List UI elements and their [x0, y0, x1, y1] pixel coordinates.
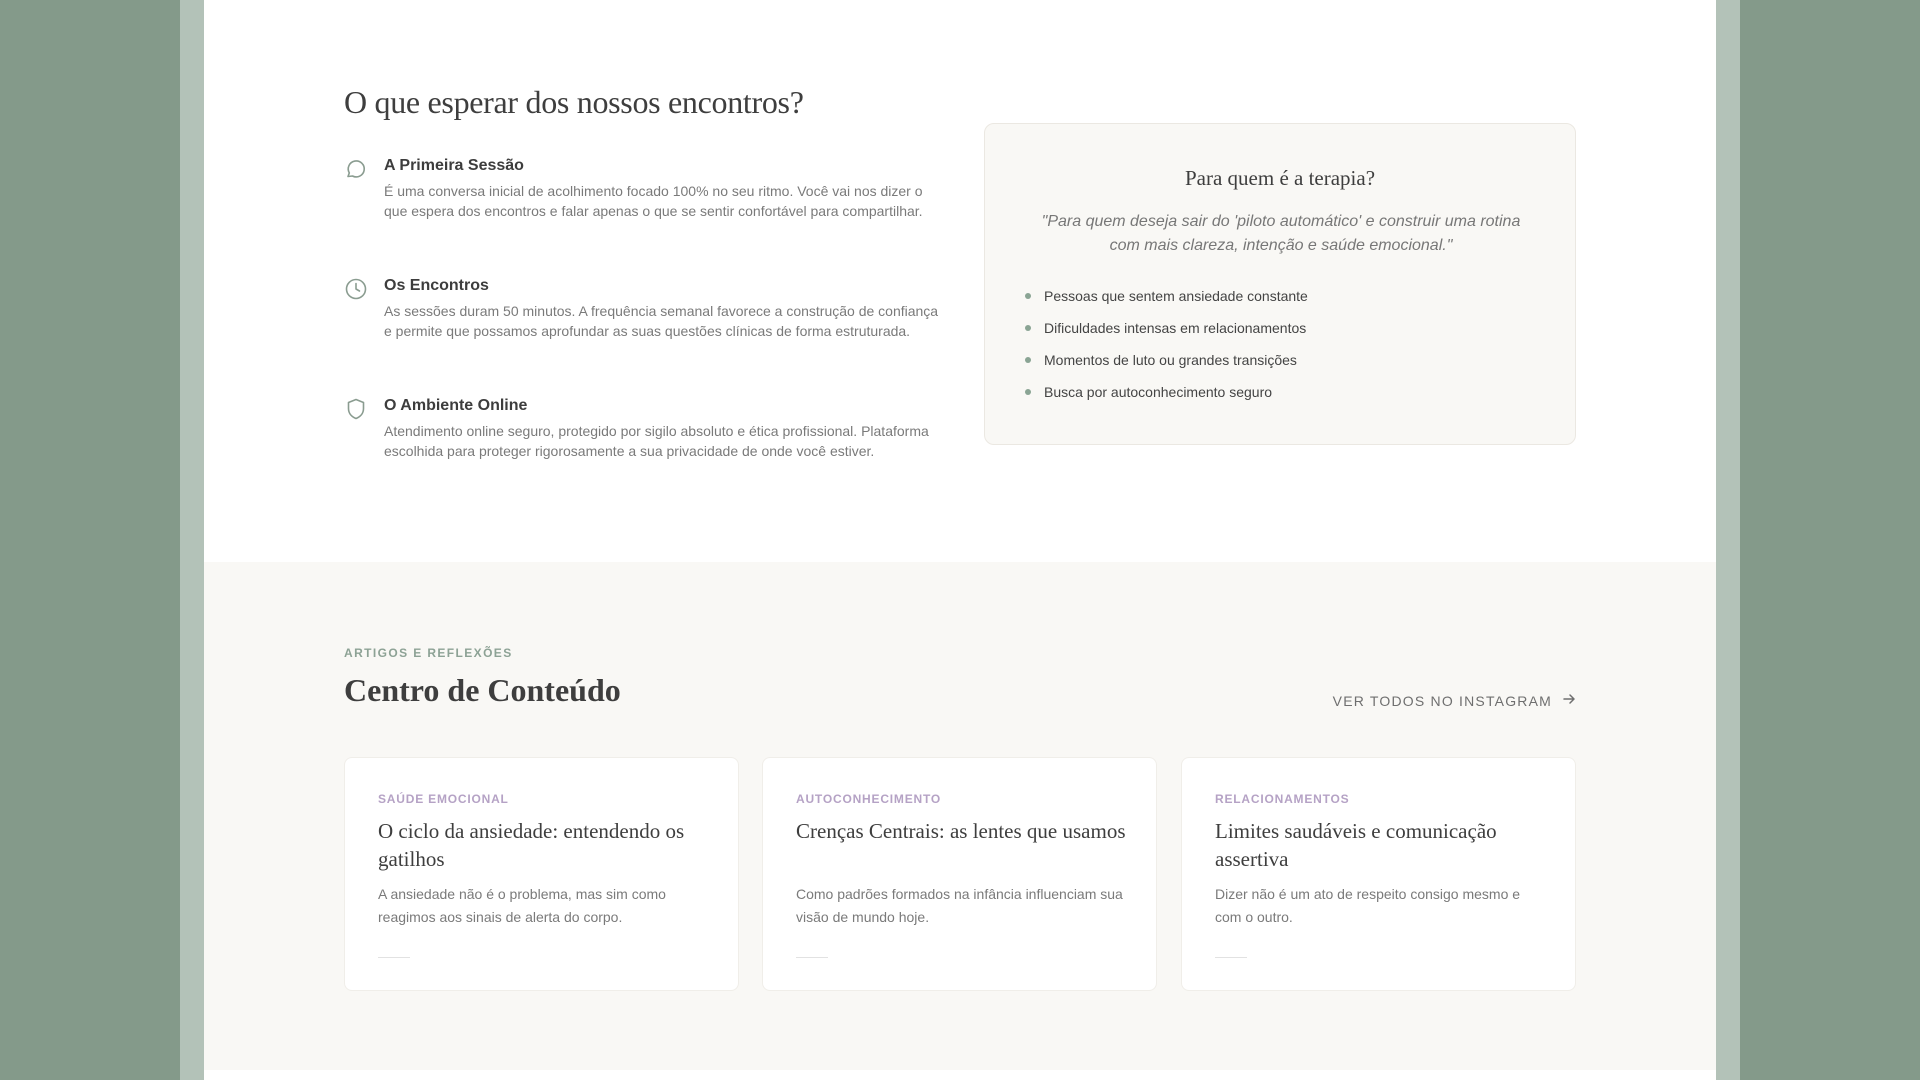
bullet-icon — [1025, 325, 1031, 331]
list-item-label: Dificuldades intensas em relacionamentos — [1044, 320, 1307, 336]
article-card[interactable] — [762, 757, 1157, 991]
article-title: O ciclo da ansiedade: entendendo os gatilhos — [378, 819, 685, 871]
article-divider — [378, 957, 410, 958]
chat-bubble-icon — [344, 157, 368, 181]
article-title: Crenças Centrais: as lentes que usamos — [796, 819, 1126, 843]
list-item — [1025, 318, 1308, 350]
therapy-quote: "Para quem deseja sair do 'piloto automático' e construir uma rotina com mais clareza, intenção e saúde emocional." — [1041, 213, 1521, 254]
bullet-icon — [1025, 293, 1031, 299]
list-item-label: Busca por autoconhecimento seguro — [1044, 384, 1273, 400]
therapy-card — [984, 123, 1576, 445]
article-divider — [796, 957, 828, 958]
instagram-link-label: VER TODOS NO INSTAGRAM — [1332, 692, 1552, 709]
article-title: Limites saudáveis e comunicação assertiva — [1215, 819, 1497, 871]
therapy-list — [1025, 286, 1308, 414]
article-description: Dizer não é um ato de respeito consigo mesmo e com o outro. — [1215, 886, 1521, 925]
article-description: A ansiedade não é o problema, mas sim como reagimos aos sinais de alerta do corpo. — [378, 886, 666, 925]
therapy-title: Para quem é a terapia? — [1184, 166, 1376, 190]
content-eyebrow: ARTIGOS E REFLEXÕES — [344, 646, 513, 660]
article-card[interactable] — [344, 757, 739, 991]
article-description: Como padrões formados na infância influenciam sua visão de mundo hoje. — [796, 886, 1123, 925]
list-item-label: Momentos de luto ou grandes transições — [1044, 352, 1297, 368]
article-category: AUTOCONHECIMENTO — [796, 792, 942, 806]
shield-icon — [344, 397, 368, 421]
content-section — [204, 562, 1716, 1070]
feature-description: As sessões duram 50 minutos. A frequência semanal favorece a construção de confiança e permite que possamos aprofundar as suas questões clínicas de forma estruturada. — [384, 303, 939, 339]
article-category: RELACIONAMENTOS — [1215, 792, 1350, 806]
content-title: Centro de Conteúdo — [344, 672, 621, 708]
page — [204, 0, 1716, 1080]
feature-description: Atendimento online seguro, protegido por sigilo absoluto e ética profissional. Plataforma escolhida para proteger rigorosamente a sua privacidade de onde você estiver. — [384, 423, 929, 459]
list-item — [1025, 350, 1308, 382]
arrow-right-icon — [1562, 692, 1576, 709]
expect-title: O que esperar dos nossos encontros? — [344, 84, 804, 120]
feature-title: Os Encontros — [384, 277, 489, 294]
instagram-link[interactable] — [1333, 692, 1576, 709]
article-category: SAÚDE EMOCIONAL — [378, 792, 509, 806]
feature-description: É uma conversa inicial de acolhimento focado 100% no seu ritmo. Você vai nos dizer o que espera dos encontros e falar apenas o que se sentir confortável para compartilhar. — [384, 183, 923, 219]
next-section-edge — [204, 1070, 1716, 1080]
list-item-label: Pessoas que sentem ansiedade constante — [1044, 288, 1308, 304]
bullet-icon — [1025, 389, 1031, 395]
list-item — [1025, 382, 1308, 414]
clock-icon — [344, 277, 368, 301]
article-card[interactable] — [1181, 757, 1576, 991]
list-item — [1025, 286, 1308, 318]
bullet-icon — [1025, 357, 1031, 363]
feature-title: A Primeira Sessão — [384, 157, 524, 174]
feature-title: O Ambiente Online — [384, 397, 528, 414]
article-divider — [1215, 957, 1247, 958]
